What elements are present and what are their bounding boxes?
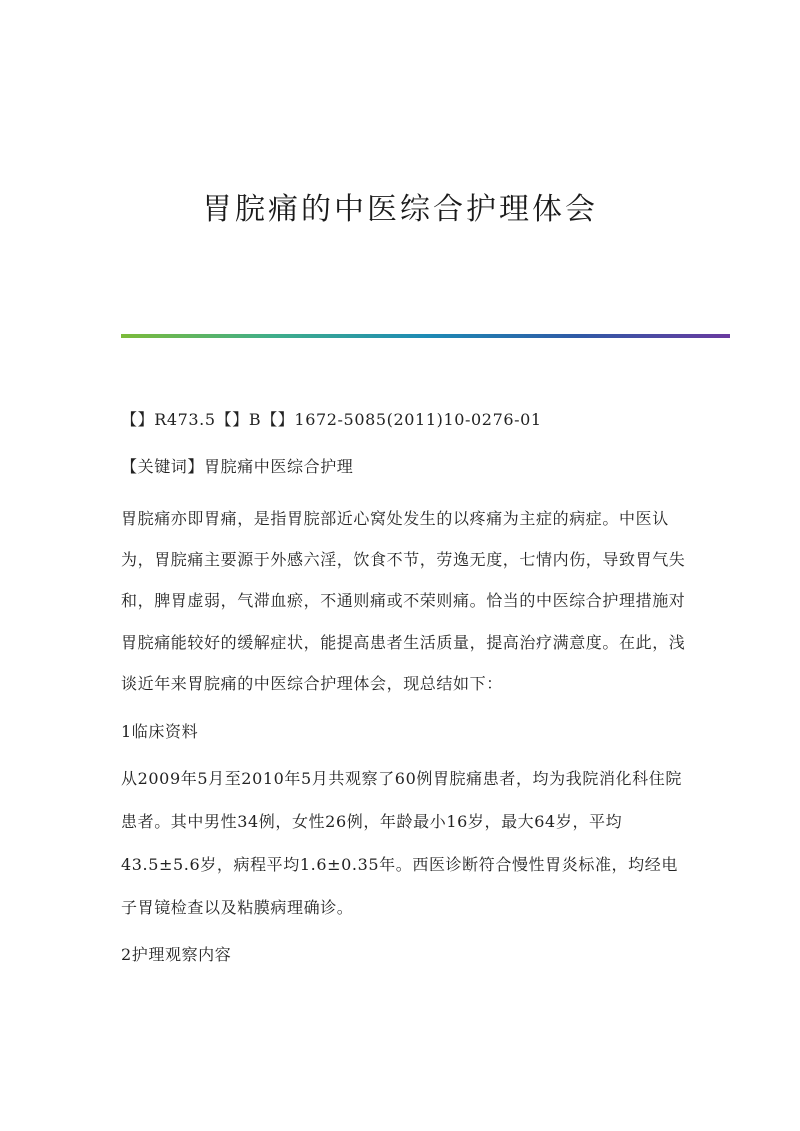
intro-paragraph-line: 胃脘痛能较好的缓解症状，能提高患者生活质量，提高治疗满意度。在此，浅 [121,633,686,652]
keywords-line: 【关键词】胃脘痛中医综合护理 [121,457,354,476]
intro-paragraph-line: 胃脘痛亦即胃痛，是指胃脘部近心窝处发生的以疼痛为主症的病症。中医认 [121,509,669,528]
intro-paragraph-line: 谈近年来胃脘痛的中医综合护理体会，现总结如下： [121,674,503,693]
classification-line: 【】R473.5【】B【】1672-5085(2011)10-0276-01 [121,410,542,429]
intro-paragraph-line: 为，胃脘痛主要源于外感六淫，饮食不节，劳逸无度，七情内伤，导致胃气失 [121,550,686,569]
section-heading-nursing-observation: 2护理观察内容 [121,945,232,964]
clinical-paragraph-line: 患者。其中男性34例，女性26例，年龄最小16岁，最大64岁，平均 [121,812,623,831]
clinical-paragraph-line: 子胃镜检查以及粘膜病理确诊。 [121,898,354,917]
intro-paragraph-line: 和，脾胃虚弱，气滞血瘀，不通则痛或不荣则痛。恰当的中医综合护理措施对 [121,591,686,610]
title-divider [121,334,730,338]
clinical-paragraph-line: 43.5±5.6岁，病程平均1.6±0.35年。西医诊断符合慢性胃炎标准，均经电 [121,855,678,874]
clinical-paragraph-line: 从2009年5月至2010年5月共观察了60例胃脘痛患者，均为我院消化科住院 [121,769,682,788]
document-title: 胃脘痛的中医综合护理体会 [202,192,598,227]
section-heading-clinical-data: 1临床资料 [121,722,199,741]
